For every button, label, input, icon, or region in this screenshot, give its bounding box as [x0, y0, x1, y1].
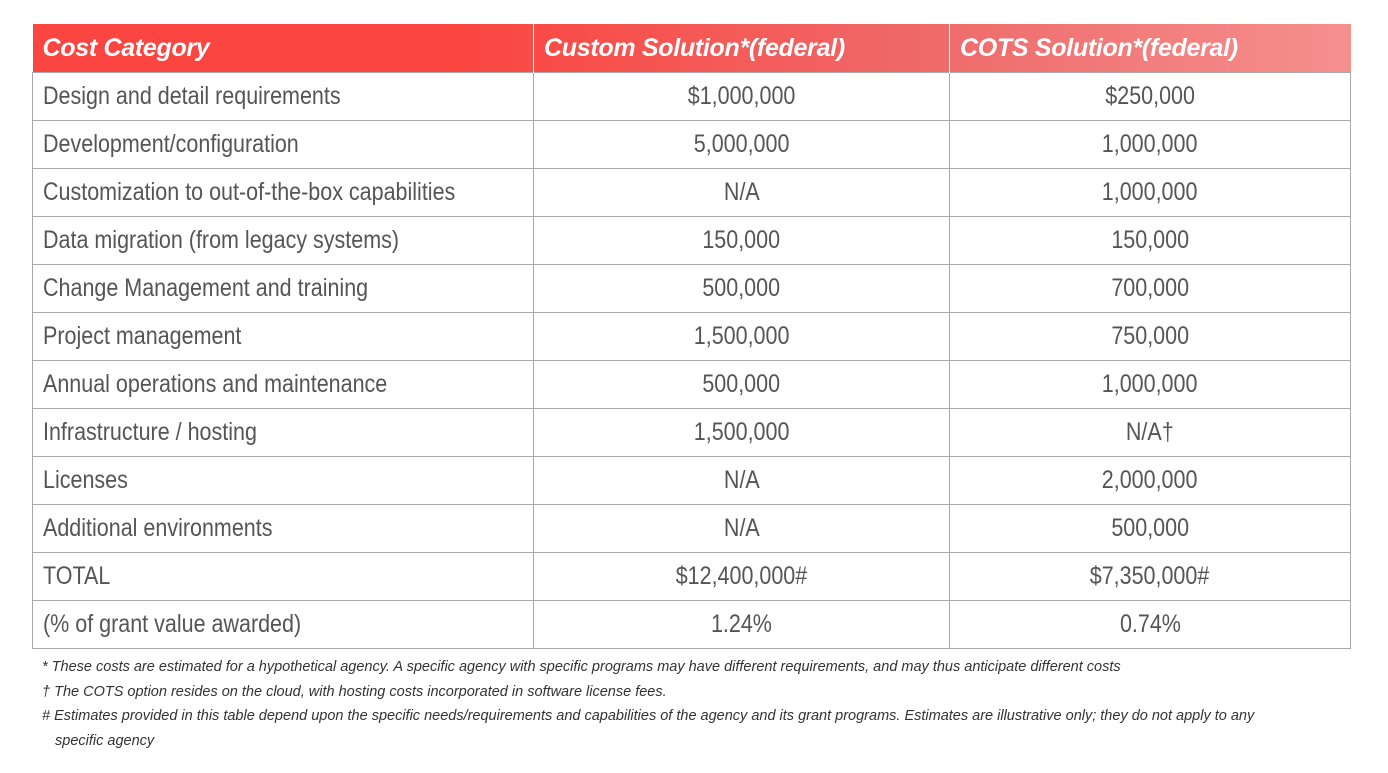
table-row	[33, 121, 1351, 169]
footnote-hash: # Estimates provided in this table depend upon the specific needs/requirements and capabilities of the agency and its grant programs. Estimates are illustrative only; they do not apply to any	[42, 708, 1255, 724]
cell-cost-category	[33, 121, 534, 169]
cell-cots-solution-text: 700,000	[1111, 274, 1189, 302]
cell-cost-category	[33, 169, 534, 217]
table-row	[33, 217, 1351, 265]
cell-custom-solution-text: 1,500,000	[693, 418, 790, 446]
cell-cost-category-text: Licenses	[43, 466, 128, 494]
cell-cots-solution	[950, 217, 1351, 265]
cell-cost-category-text: Annual operations and maintenance	[43, 370, 388, 398]
cell-cots-solution	[950, 553, 1351, 601]
table-row	[33, 265, 1351, 313]
cell-custom-solution	[534, 169, 950, 217]
cell-cost-category-text: TOTAL	[43, 562, 111, 590]
cell-cots-solution	[950, 457, 1351, 505]
table-row	[33, 409, 1351, 457]
cell-custom-solution-text: N/A	[723, 514, 760, 542]
cell-cost-category	[33, 601, 534, 649]
footnote-hash-continued: specific agency	[55, 732, 155, 749]
cell-custom-solution-text: 150,000	[702, 226, 781, 254]
table-row	[33, 169, 1351, 217]
cell-cost-category	[33, 457, 534, 505]
cell-cost-category	[33, 313, 534, 361]
table-row	[33, 601, 1351, 649]
cell-cots-solution-text: 1,000,000	[1102, 370, 1198, 398]
table-row	[33, 313, 1351, 361]
cell-custom-solution	[534, 505, 950, 553]
cell-custom-solution-text: 1.24%	[711, 610, 772, 638]
cell-custom-solution-text: 1,500,000	[693, 322, 790, 350]
cell-cots-solution	[950, 313, 1351, 361]
cell-custom-solution-text: 500,000	[702, 370, 781, 398]
table-row	[33, 505, 1351, 553]
table-header-row	[33, 24, 1351, 73]
table-row	[33, 73, 1351, 121]
cell-cost-category-text: (% of grant value awarded)	[43, 610, 302, 638]
cell-custom-solution	[534, 73, 950, 121]
table-row	[33, 361, 1351, 409]
table-row	[33, 457, 1351, 505]
cell-cost-category-text: Project management	[43, 322, 242, 350]
cell-cost-category-text: Design and detail requirements	[43, 82, 341, 110]
cell-cost-category-text: Data migration (from legacy systems)	[43, 226, 400, 254]
cell-cost-category	[33, 505, 534, 553]
footnote-asterisk: * These costs are estimated for a hypothetical agency. A specific agency with specific programs may have different requirements, and may thus anticipate different costs	[42, 659, 1121, 675]
cell-custom-solution-text: $12,400,000#	[675, 562, 808, 590]
cell-cots-solution-text: 1,000,000	[1102, 178, 1198, 206]
cell-custom-solution	[534, 457, 950, 505]
cell-custom-solution-text: 500,000	[702, 274, 781, 302]
footnote-dagger: † The COTS option resides on the cloud, with hosting costs incorporated in software license fees.	[42, 683, 667, 700]
cell-custom-solution	[534, 553, 950, 601]
cell-custom-solution-text: $1,000,000	[687, 82, 796, 110]
cell-cots-solution-text: $7,350,000#	[1090, 562, 1210, 590]
cell-cots-solution-text: 1,000,000	[1102, 130, 1198, 158]
cell-cost-category	[33, 409, 534, 457]
cell-cost-category	[33, 265, 534, 313]
cell-cots-solution	[950, 265, 1351, 313]
cell-cost-category	[33, 361, 534, 409]
cell-cots-solution	[950, 169, 1351, 217]
cell-cots-solution-text: 2,000,000	[1102, 466, 1198, 494]
cell-cots-solution-text: 0.74%	[1119, 610, 1181, 638]
header-custom-solution: Custom Solution*(federal)	[534, 24, 950, 73]
cell-cost-category-text: Change Management and training	[43, 274, 369, 302]
cell-cost-category-text: Development/configuration	[43, 130, 299, 158]
cell-custom-solution-text: N/A	[723, 178, 760, 206]
cell-cots-solution-text: 750,000	[1111, 322, 1189, 350]
cell-cots-solution	[950, 73, 1351, 121]
cell-custom-solution	[534, 361, 950, 409]
cell-cost-category	[33, 73, 534, 121]
cell-cost-category	[33, 553, 534, 601]
cell-custom-solution-text: 5,000,000	[693, 130, 790, 158]
header-cots-solution: COTS Solution*(federal)	[960, 33, 1238, 62]
cost-comparison-table-container	[32, 24, 1350, 649]
cell-custom-solution	[534, 217, 950, 265]
table-body	[33, 73, 1351, 649]
cell-cots-solution	[950, 505, 1351, 553]
cell-cots-solution-text: 500,000	[1111, 514, 1189, 542]
cell-cost-category-text: Additional environments	[43, 514, 273, 542]
footnotes	[42, 655, 1342, 753]
cell-cots-solution-text: 150,000	[1111, 226, 1189, 254]
cell-cost-category-text: Infrastructure / hosting	[43, 418, 257, 446]
cell-cost-category-text: Customization to out-of-the-box capabilities	[43, 178, 456, 206]
cost-comparison-table	[32, 24, 1351, 649]
cell-cots-solution	[950, 601, 1351, 649]
cell-cots-solution	[950, 409, 1351, 457]
cell-cots-solution	[950, 121, 1351, 169]
cell-custom-solution-text: N/A	[723, 466, 760, 494]
cell-cots-solution-text: $250,000	[1105, 82, 1195, 110]
cell-custom-solution	[534, 121, 950, 169]
cell-cots-solution	[950, 361, 1351, 409]
cell-custom-solution	[534, 409, 950, 457]
cell-cots-solution-text: N/A†	[1126, 418, 1174, 446]
cell-cost-category	[33, 217, 534, 265]
table-row	[33, 553, 1351, 601]
cell-custom-solution	[534, 601, 950, 649]
header-cost-category: Cost Category	[33, 24, 534, 73]
cell-custom-solution	[534, 265, 950, 313]
cell-custom-solution	[534, 313, 950, 361]
